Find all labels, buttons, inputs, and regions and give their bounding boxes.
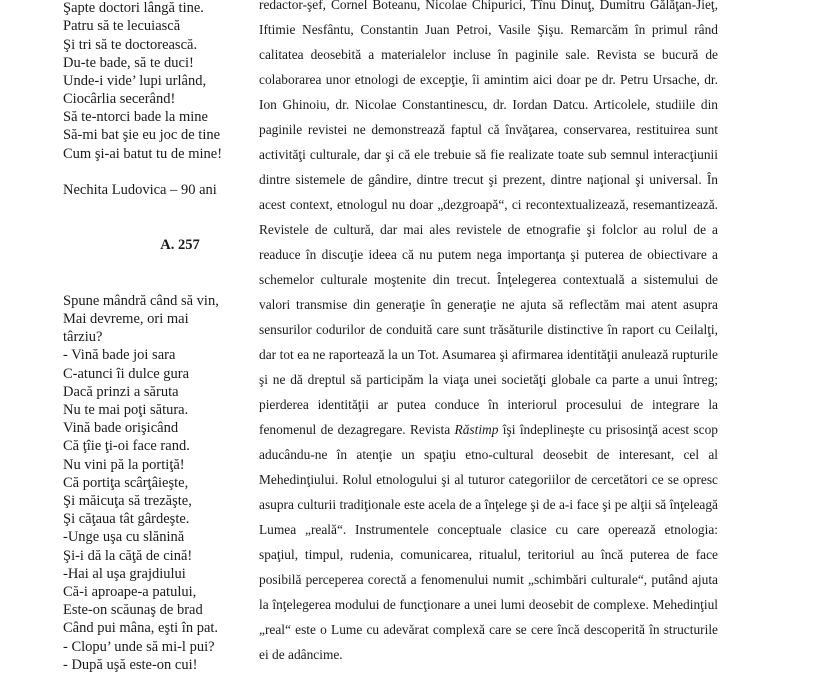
poem-line: Că-i aproape-a patului, [63,584,197,600]
article-line: schemelor culturale moştenite din trecut. Înţelegerea contextuală a sistemului de [259,272,718,287]
article-line: Ion Ghinoiu, dr. Nicolae Constantinescu, dr. Iordan Datcu. Articolele, studiile din [259,97,718,112]
poem-line: Şi-i dă la căţă de cină! [63,548,193,564]
article-line: la înţelegerea modului de funcţionare a unei lumi deosebit de complexe. Mehedinţiul [259,597,718,612]
article-line: „real“ este o Lume cu adevărat complexă care se cere încă descoperită în structurile [259,622,718,637]
poem-line: Că ţîie ţi-oi face rand. [63,438,190,454]
article-line: şi ne dă dreptul să participăm la viaţa unei societăţi globale ca parte a unui întreg; [259,372,718,387]
poem-line: Vină bade orişicând [63,420,179,436]
article-line: ei de adâncime. [259,647,343,662]
article-line: asupra culturii tradiţionale este acela de a înţelege şi de a-i face şi pe alţii să înţeleagă [259,497,718,512]
poem-line: Şapte doctori lângă tine. [63,0,204,16]
poem-line: Este-on scăunaş de brad [63,602,203,618]
article-line: spaţiul, timpul, rudenia, comunicarea, ritualul, teritoriul au încă puterea de face [259,547,718,562]
poem-line: Nu vini pă la portiţă! [63,457,185,473]
article-line: posibilă perceperea corectă a fenomenului numit „schimbări culturale“, putând ajuta [259,572,718,587]
poem-line: Du-te bade, să te duci! [63,55,194,71]
section-heading: A. 257 [160,237,200,253]
article-line: Iftimie Nesfântu, Constantin Juan Petroi, Vasile Şişu. Remarcăm în primul rând [259,22,718,37]
article-line: Lumea „reală“. Instrumentele conceptuale clasice cu care operează etnologia: [259,522,718,537]
poem-line: Să te-ntorci bade la mine [63,109,208,125]
article-line: sensurilor codurilor de conduită care sunt trăsăturile distinctive în raport cu Ceilalţi, [259,322,718,337]
poem-line: - Clopu’ unde să mi-l pui? [63,639,215,655]
poem-line: Cum şi-ai batut tu de mine! [63,146,223,162]
poem-line: Dacă prinzi a săruta [63,384,179,400]
poem-line: Unde-i vide’ lupi urlând, [63,73,207,89]
poem-line: -Unge uşa cu slănină [63,529,185,545]
poem-line: Şi căţaua tât gârdeşte. [63,511,190,527]
article-line: aducându-ne în atenţie un spaţiu etno-cultural deosebit de interesant, cel al [259,447,718,462]
poem-line: Patru să te lecuiască [63,18,181,34]
article-line: pierderea identităţii ar putea conduce în interiorul procesului de integrare la [259,397,718,412]
poem-line: Ciocârlia secerând! [63,91,176,107]
article-line: colaborarea unor etnologi de excepţie, îi amintim aici doar pe dr. Petru Ursache, dr. [259,72,718,87]
poem-line: Şi tri să te doctorească. [63,37,198,53]
article-line: redactor-şef, Cornel Boteanu, Nicolae Chipurici, Tînu Dinuţ, Dumitru Gălăţan-Jieţ, [259,0,718,12]
article-line: readuce în discuţie ideea că nu putem nega importanţa şi puterea de obiectivare a [259,247,718,262]
article-line [259,422,718,438]
poem-line: - După uşă este-on cui! [63,657,198,673]
article-line: valori transmise din generaţie în generaţie ne ajuta să reflectăm mai atent asupra [259,297,718,312]
article-line: activităţi culturale, dar şi că ele trebuie să fie realizate toate sub semnul interacţiunii [259,147,718,162]
poem-line: Şi măicuţa să trezăşte, [63,493,192,509]
poem-line: Spune mândră când să vin, [63,293,219,309]
poem-line: C-atunci îi dulce gura [63,366,190,382]
poem-line: Că portiţa scârţâieşte, [63,475,189,491]
poem-line: Mai devreme, ori mai [63,311,189,327]
informant-attribution: Nechita Ludovica – 90 ani [63,182,217,198]
poem-line: Când pui mâna, eşti în pat. [63,620,219,636]
poem-line: Nu te mai poţi sătura. [63,402,189,418]
poem-line: - Vină bade joi sara [63,347,176,363]
journal-title: Răstimp [454,422,499,437]
article-line: calitatea deosebită a materialelor incluse în paginile sale. Revista se bucură de [259,47,718,62]
article-line-text: fenomenul de dezagregare. Revista [259,422,455,437]
article-line: dintre sistemele de gândire, dintre trecut şi prezent, dintre naţional şi universal. În [259,172,718,187]
article-line-text: îşi îndeplineşte cu prisosinţă acest scop [498,422,718,437]
poem-line: târziu? [63,329,103,345]
article-line: acest context, etnologul nu doar „dezgroapă“, ci recontextualizează, resemantizează. [259,197,718,212]
poem-line: Să-mi bat şie eu joc de tine [63,127,221,143]
article-line: Mehedinţiului. Rolul etnologului şi al tuturor categoriilor de cercetători ce se opresc [259,472,718,487]
article-line: paginile revistei ne demonstrează faptul că învăţarea, conservarea, restituirea sunt [259,122,718,137]
article-line: dar tot ea ne raportează la un Tot. Asumarea şi afirmarea identităţii anulează rupturile [259,347,718,362]
poem-line: -Hai al uşa grajdiului [63,566,186,582]
article-line: Revistele de cultură, dar mai ales revistele de etnografie şi folclor au rolul de a [259,222,718,237]
